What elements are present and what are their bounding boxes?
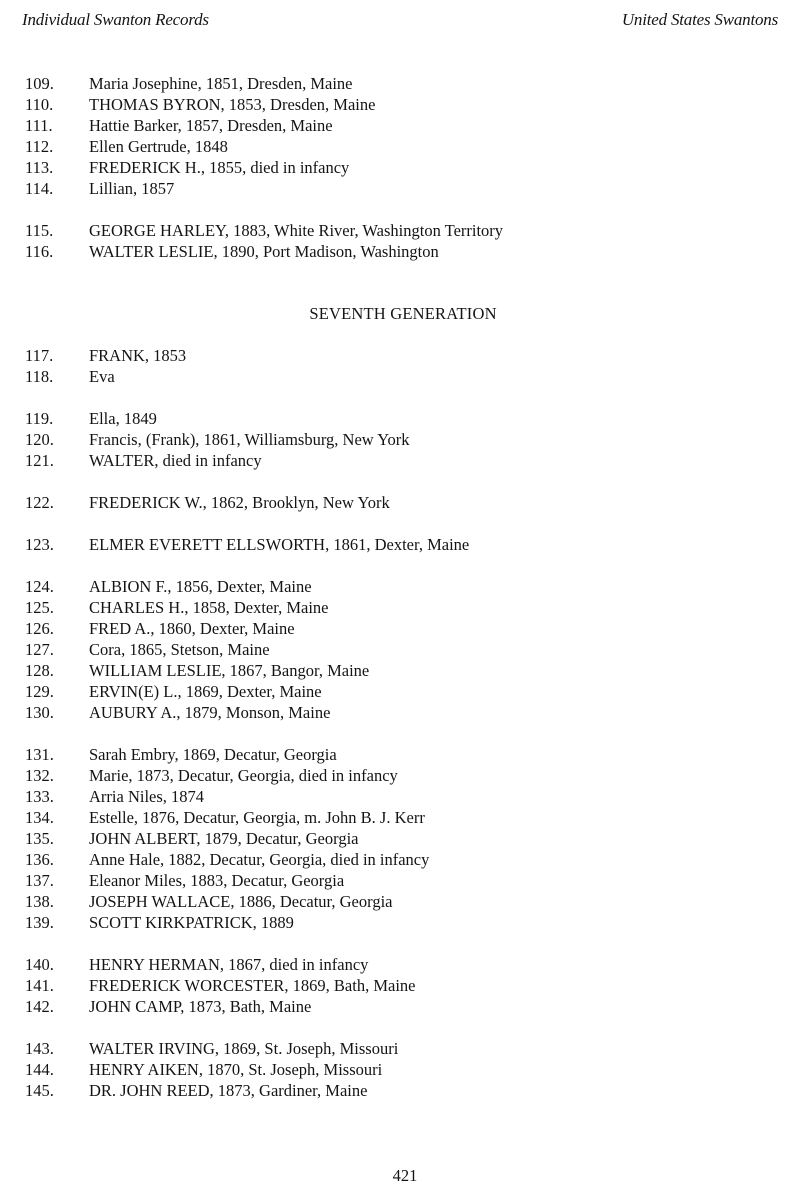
entry-number: 132. bbox=[25, 766, 54, 785]
entry-number: 121. bbox=[25, 451, 54, 470]
entry-number: 140. bbox=[25, 955, 54, 974]
entry-number: 113. bbox=[25, 158, 54, 177]
entry-number: 125. bbox=[25, 598, 54, 617]
entry-text: HENRY AIKEN, 1870, St. Joseph, Missouri bbox=[89, 1060, 383, 1079]
entry-text: Anne Hale, 1882, Decatur, Georgia, died in infancy bbox=[89, 850, 430, 869]
entry-number: 135. bbox=[25, 829, 54, 848]
entry-text: ERVIN(E) L., 1869, Dexter, Maine bbox=[89, 682, 322, 701]
entry-number: 120. bbox=[25, 430, 54, 449]
entry-number: 112. bbox=[25, 137, 54, 156]
entry-number: 144. bbox=[25, 1060, 54, 1079]
entry-number: 110. bbox=[25, 95, 54, 114]
entry-number: 136. bbox=[25, 850, 54, 869]
entry-text: JOSEPH WALLACE, 1886, Decatur, Georgia bbox=[89, 892, 393, 911]
entry-text: Hattie Barker, 1857, Dresden, Maine bbox=[89, 116, 333, 135]
entry-text: Eleanor Miles, 1883, Decatur, Georgia bbox=[89, 871, 345, 890]
entry-number: 111. bbox=[25, 116, 53, 135]
entry-number: 128. bbox=[25, 661, 54, 680]
section-heading: SEVENTH GENERATION bbox=[309, 304, 497, 323]
entry-number: 115. bbox=[25, 221, 54, 240]
entry-text: JOHN CAMP, 1873, Bath, Maine bbox=[89, 997, 312, 1016]
entry-text: Arria Niles, 1874 bbox=[89, 787, 205, 806]
entry-number: 126. bbox=[25, 619, 54, 638]
entry-text: FRANK, 1853 bbox=[89, 346, 187, 365]
entry-number: 131. bbox=[25, 745, 54, 764]
entry-number: 138. bbox=[25, 892, 54, 911]
entry-text: AUBURY A., 1879, Monson, Maine bbox=[89, 703, 331, 722]
entry-text: Ella, 1849 bbox=[89, 409, 157, 428]
entry-text: FREDERICK WORCESTER, 1869, Bath, Maine bbox=[89, 976, 416, 995]
entry-text: Estelle, 1876, Decatur, Georgia, m. John B. J. Kerr bbox=[89, 808, 425, 827]
entry-text: Cora, 1865, Stetson, Maine bbox=[89, 640, 270, 659]
entry-text: FRED A., 1860, Dexter, Maine bbox=[89, 619, 295, 638]
entry-number: 142. bbox=[25, 997, 54, 1016]
entry-text: DR. JOHN REED, 1873, Gardiner, Maine bbox=[89, 1081, 368, 1100]
entry-text: WALTER IRVING, 1869, St. Joseph, Missouri bbox=[89, 1039, 399, 1058]
entry-number: 109. bbox=[25, 74, 54, 93]
entry-number: 119. bbox=[25, 409, 54, 428]
entry-text: ALBION F., 1856, Dexter, Maine bbox=[89, 577, 312, 596]
entry-number: 137. bbox=[25, 871, 54, 890]
entry-text: CHARLES H., 1858, Dexter, Maine bbox=[89, 598, 329, 617]
entry-text: ELMER EVERETT ELLSWORTH, 1861, Dexter, Maine bbox=[89, 535, 470, 554]
entry-text: WALTER LESLIE, 1890, Port Madison, Washington bbox=[89, 242, 439, 261]
entry-number: 122. bbox=[25, 493, 54, 512]
entry-text: WILLIAM LESLIE, 1867, Bangor, Maine bbox=[89, 661, 370, 680]
entry-number: 123. bbox=[25, 535, 54, 554]
entry-text: Lillian, 1857 bbox=[89, 179, 175, 198]
entry-number: 134. bbox=[25, 808, 54, 827]
entry-number: 145. bbox=[25, 1081, 54, 1100]
entry-number: 143. bbox=[25, 1039, 54, 1058]
entry-number: 116. bbox=[25, 242, 54, 261]
entry-text: FREDERICK H., 1855, died in infancy bbox=[89, 158, 350, 177]
entry-number: 114. bbox=[25, 179, 54, 198]
entry-number: 124. bbox=[25, 577, 54, 596]
entry-text: Ellen Gertrude, 1848 bbox=[89, 137, 228, 156]
entry-text: FREDERICK W., 1862, Brooklyn, New York bbox=[89, 493, 390, 512]
entry-number: 133. bbox=[25, 787, 54, 806]
entry-text: Francis, (Frank), 1861, Williamsburg, New York bbox=[89, 430, 410, 449]
entry-text: SCOTT KIRKPATRICK, 1889 bbox=[89, 913, 294, 932]
entry-text: Marie, 1873, Decatur, Georgia, died in infancy bbox=[89, 766, 398, 785]
entry-number: 118. bbox=[25, 367, 54, 386]
entry-text: GEORGE HARLEY, 1883, White River, Washington Territory bbox=[89, 221, 504, 240]
entry-text: Maria Josephine, 1851, Dresden, Maine bbox=[89, 74, 353, 93]
entry-text: WALTER, died in infancy bbox=[89, 451, 262, 470]
running-head-right: United States Swantons bbox=[621, 10, 778, 29]
entry-number: 139. bbox=[25, 913, 54, 932]
entry-number: 127. bbox=[25, 640, 54, 659]
entry-text: HENRY HERMAN, 1867, died in infancy bbox=[89, 955, 369, 974]
page-number: 421 bbox=[392, 1166, 418, 1185]
entry-number: 130. bbox=[25, 703, 54, 722]
entry-number: 141. bbox=[25, 976, 54, 995]
running-head-left: Individual Swanton Records bbox=[22, 10, 209, 29]
entry-text: Eva bbox=[89, 367, 115, 386]
entry-text: THOMAS BYRON, 1853, Dresden, Maine bbox=[89, 95, 376, 114]
entry-number: 117. bbox=[25, 346, 54, 365]
entry-text: JOHN ALBERT, 1879, Decatur, Georgia bbox=[89, 829, 359, 848]
entry-text: Sarah Embry, 1869, Decatur, Georgia bbox=[89, 745, 337, 764]
entry-number: 129. bbox=[25, 682, 54, 701]
